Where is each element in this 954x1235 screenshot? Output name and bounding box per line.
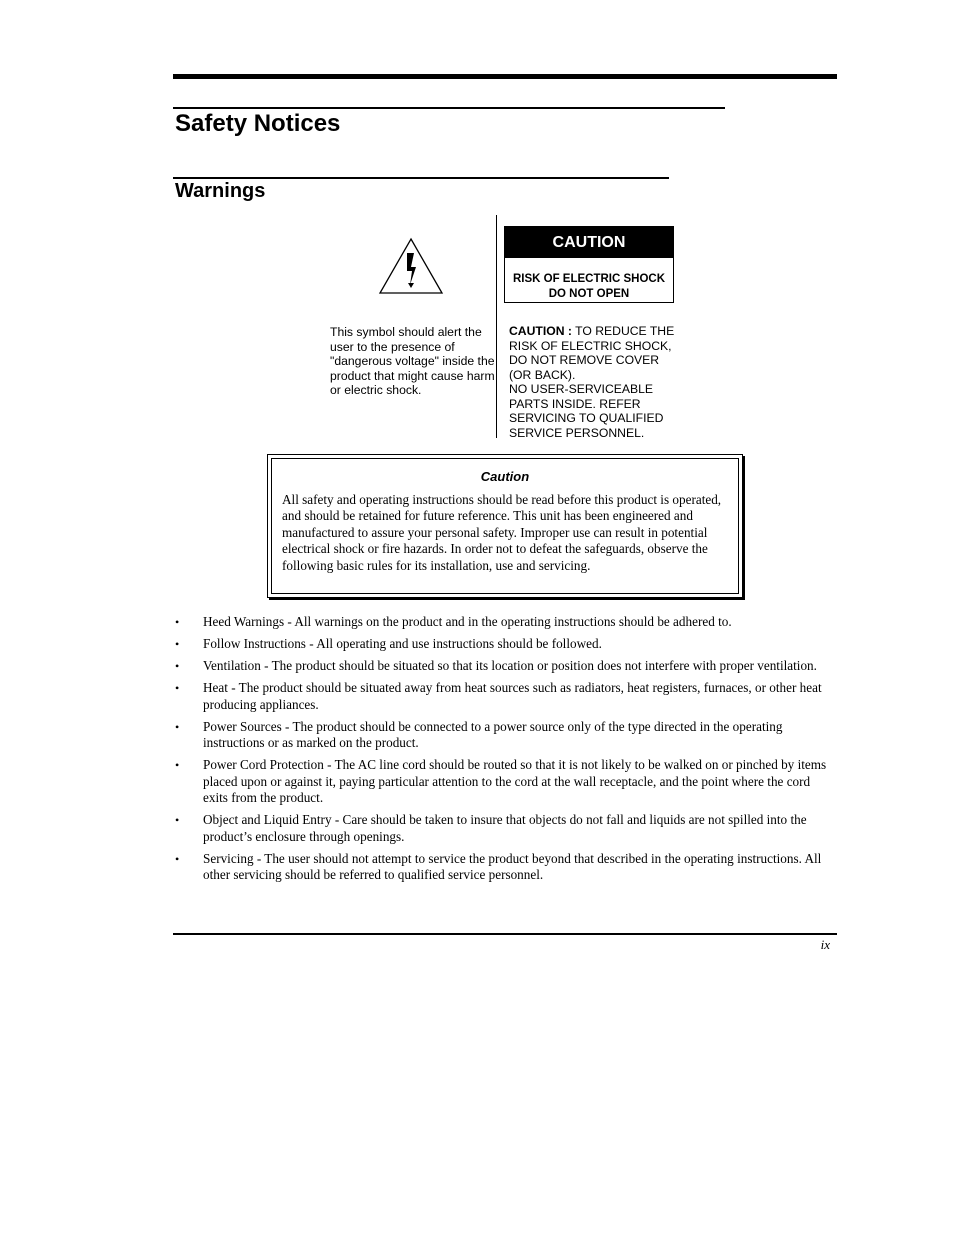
list-item-text: Power Sources - The product should be connected to a power source only of the type directed in the operating instructions or as marked on the product.: [203, 718, 783, 751]
bullet-icon: •: [175, 680, 180, 695]
subtitle-rule: [173, 177, 669, 179]
caution-note: [509, 324, 684, 440]
list-item-text: Servicing - The user should not attempt to service the product beyond that described in the operating instructions. All other servicing should be referred to qualified service personnel.: [203, 850, 822, 883]
footer-rule: [173, 933, 837, 935]
caution-box-text: All safety and operating instructions should be read before this product is operated, and should be retained for future reference. This unit has been engineered and manufactured to assure your personal safety. Improper use can result in potential electrical shock or fire hazards. In order not to defeat the safeguards, observe the following basic rules for its installation, use and servicing.: [282, 492, 722, 573]
list-item-text: Ventilation - The product should be situated so that its location or position does not interfere with proper ventilation.: [203, 657, 817, 673]
bullet-icon: •: [175, 658, 180, 673]
caution-box-inner: [271, 458, 739, 594]
list-item: [175, 812, 835, 845]
section-heading: Warnings: [175, 180, 266, 202]
list-item: [175, 614, 835, 631]
symbol-description: This symbol should alert the user to the presence of "dangerous voltage" inside the product that might cause harm or electric shock.: [330, 325, 495, 397]
bullet-icon: •: [175, 813, 180, 828]
bullet-icon: •: [175, 615, 180, 629]
list-item: [175, 680, 835, 713]
bullet-icon: •: [175, 719, 180, 734]
caution-label-line1: RISK OF ELECTRIC SHOCK: [512, 273, 666, 285]
caution-label-heading: CAUTION: [505, 227, 673, 258]
list-item: [175, 851, 835, 884]
caution-note-text: TO REDUCE THE RISK OF ELECTRIC SHOCK, DO NOT REMOVE COVER (OR BACK).: [509, 324, 675, 382]
caution-box-title: Caution: [480, 469, 530, 484]
caution-label-line2: DO NOT OPEN: [548, 288, 630, 300]
bullet-icon: •: [175, 636, 180, 651]
page-number: ix: [820, 937, 830, 952]
page-title: Safety Notices: [175, 110, 341, 137]
list-item-text: Power Cord Protection - The AC line cord should be routed so that it is not likely to be walked on or pinched by items placed upon or against it, paying particular attention to the cord at the wall receptacle, and the point where the cord exits from the product.: [203, 757, 827, 806]
list-item: [175, 636, 835, 653]
lightning-bolt-triangle-icon: [378, 237, 444, 295]
top-rule-thick: [173, 74, 837, 79]
list-item-text: Object and Liquid Entry - Care should be taken to insure that objects do not fall and liquids are not spilled into the product’s enclosure through openings.: [203, 812, 807, 844]
caution-note-lead: CAUTION :: [509, 324, 572, 338]
caution-note-text2: NO USER-SERVICEABLE PARTS INSIDE. REFER SERVICING TO QUALIFIED SERVICE PERSONNEL.: [509, 382, 664, 440]
title-rule: [173, 107, 725, 109]
caution-box: [267, 454, 743, 598]
list-item-text: Follow Instructions - All operating and use instructions should be followed.: [203, 635, 602, 651]
list-item-text: Heat - The product should be situated away from heat sources such as radiators, heat registers, furnaces, or other heat producing appliances.: [203, 679, 822, 712]
bullet-icon: •: [175, 851, 180, 866]
list-item: [175, 757, 835, 807]
list-item: [175, 719, 835, 752]
bullet-icon: •: [175, 758, 180, 773]
column-divider: [496, 215, 497, 438]
caution-label-body: [505, 272, 673, 302]
caution-label: [504, 226, 674, 303]
safety-rules-list: [175, 614, 835, 889]
list-item: [175, 658, 835, 675]
list-item-text: Heed Warnings - All warnings on the product and in the operating instructions should be adhered to.: [203, 614, 732, 629]
